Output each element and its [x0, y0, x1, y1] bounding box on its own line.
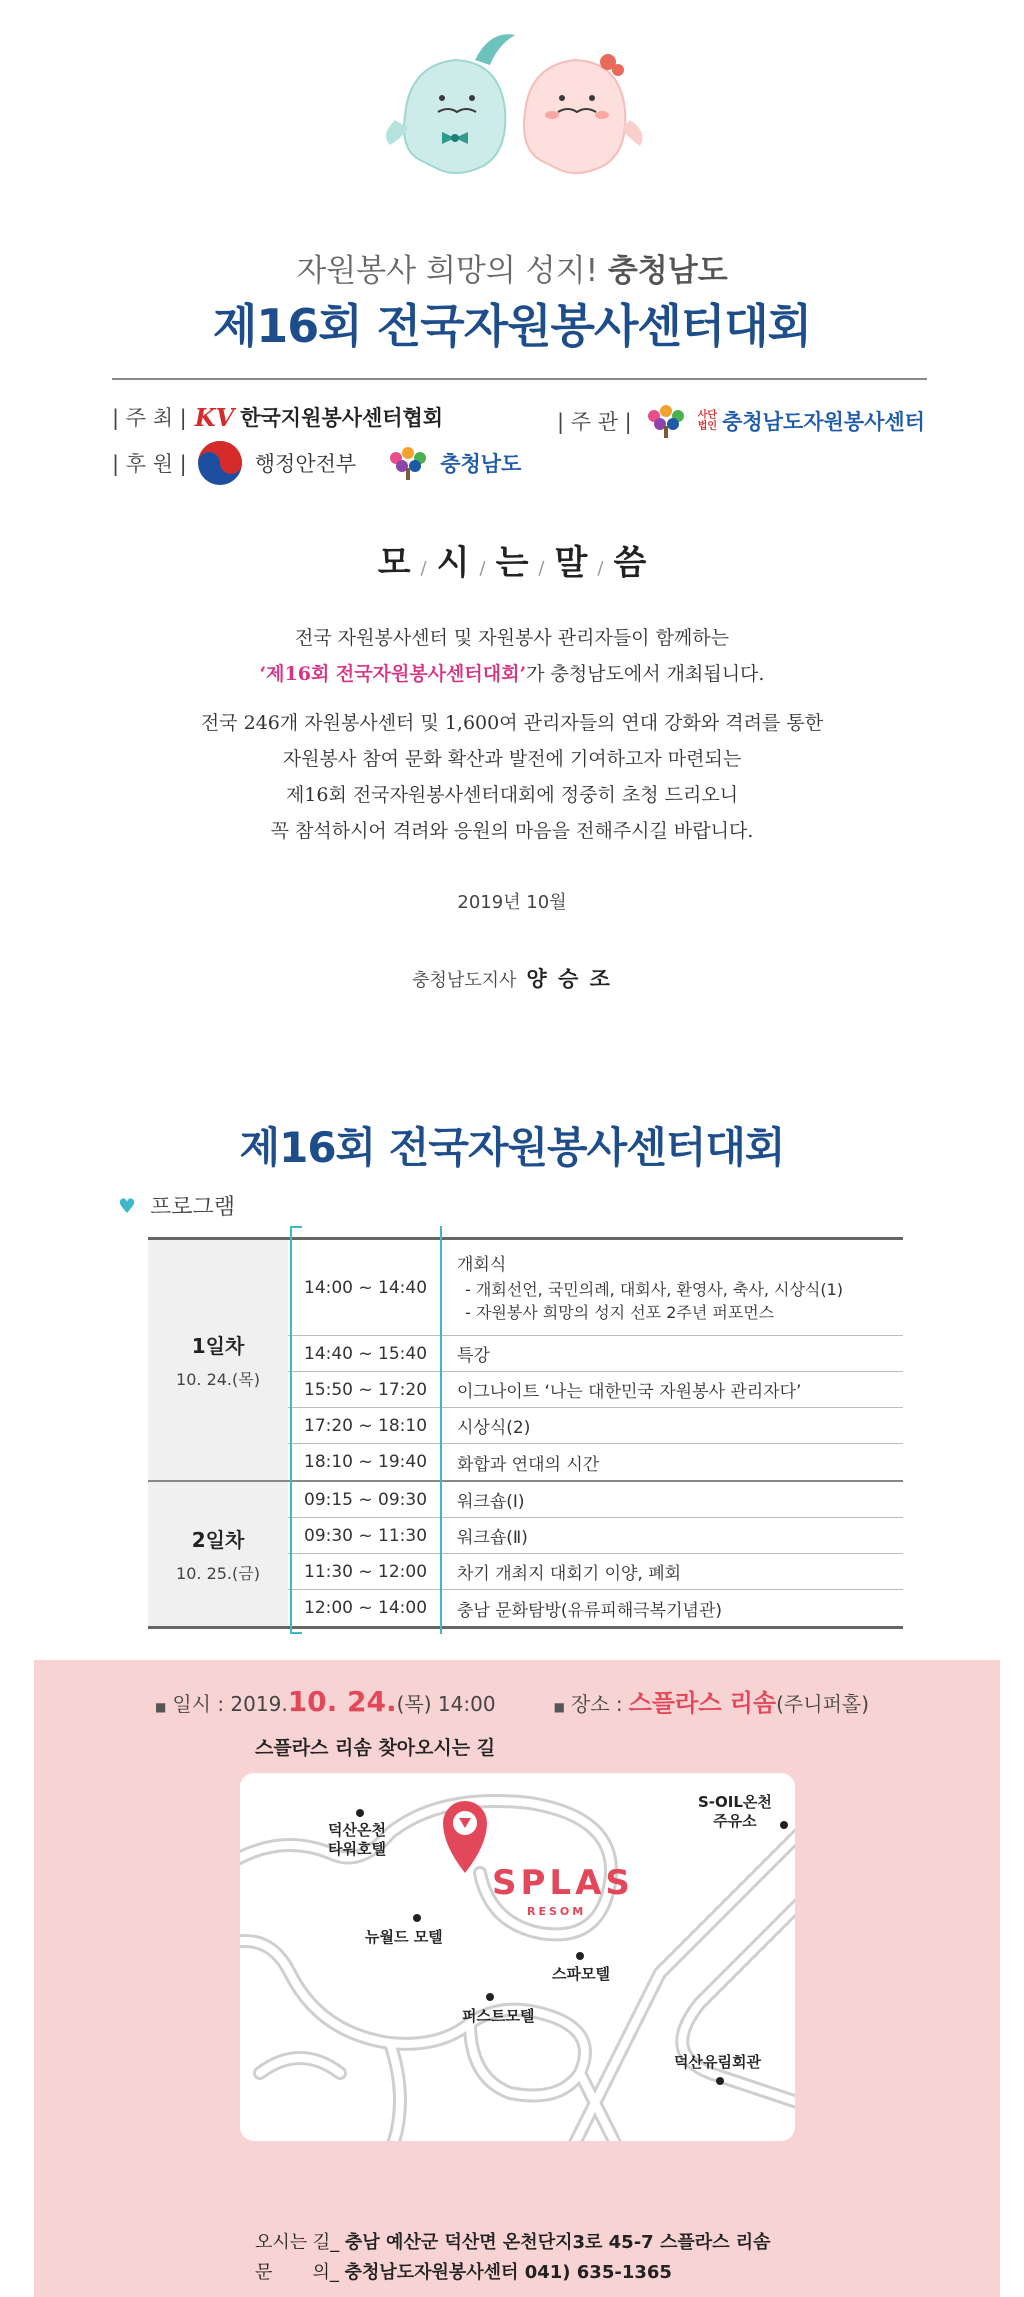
map-label-first: 퍼스트모텔	[462, 2007, 535, 2025]
sponsor-row	[112, 438, 521, 488]
organizer-label: | 주 관 |	[557, 410, 632, 434]
marker-dot	[413, 1914, 421, 1922]
host-label: | 주 최 |	[112, 406, 187, 430]
address-line: 오시는 길_ 충남 예산군 덕산면 온천단지3로 45-7 스플라스 리솜	[255, 2232, 771, 2253]
table-row: 09:15 ~ 09:30 워크숍(Ⅰ)	[288, 1482, 903, 1518]
heart-icon: ♥	[118, 1193, 136, 1218]
map-label-hall: 덕산유림회관	[674, 2053, 761, 2071]
time-column-bracket	[290, 1226, 442, 1634]
program-heading	[118, 1190, 235, 1221]
marker-dot	[486, 1993, 494, 2001]
marker-dot	[576, 1952, 584, 1960]
table-row: 11:30 ~ 12:00 차기 개최지 대회기 이양, 폐회	[288, 1554, 903, 1590]
signer-name: 양 승 조	[526, 967, 612, 991]
signer-title: 충청남도지사	[412, 970, 517, 991]
organizer-row	[557, 402, 925, 440]
table-row: 09:30 ~ 11:30 워크숍(Ⅱ)	[288, 1518, 903, 1554]
table-row: 17:20 ~ 18:10 시상식(2)	[288, 1408, 903, 1444]
contact-block	[255, 2228, 771, 2288]
teal-mascot-icon	[386, 34, 515, 173]
table-row: 14:40 ~ 15:40 특강	[288, 1336, 903, 1372]
date-big: 10. 24.	[287, 1685, 397, 1718]
table-row: 15:50 ~ 17:20 이그나이트 ‘나는 대한민국 자원봉사 관리자다’	[288, 1372, 903, 1408]
date-label: 일시 : 2019.	[172, 1692, 288, 1716]
body-line: 꼭 참석하시어 격려와 응원의 마음을 전해주시길 바랍니다.	[270, 820, 754, 842]
letter-date: 2019년 10월	[457, 892, 567, 913]
subtitle-light: 자원봉사 희망의 성지!	[296, 253, 598, 289]
taegeuk-logo-icon	[195, 438, 245, 488]
square-bullet-icon: ■	[553, 1700, 565, 1714]
kv-logo-icon: KV	[194, 402, 235, 432]
sponsor-label: | 후 원 |	[112, 452, 187, 476]
body-line: 전국 246개 자원봉사센터 및 1,600여 관리자들의 연대 강화와 격려를 통한	[200, 712, 824, 734]
sponsor-ministry: 행정안전부	[254, 452, 357, 476]
map-brand-logo: SPLAS	[492, 1863, 634, 1903]
table-row: 18:10 ~ 19:40 화합과 연대의 시간	[288, 1444, 903, 1480]
organizer-tag: 사단 법인	[697, 410, 718, 432]
letter-intro	[0, 620, 1024, 692]
intro-line-2: ‘제16회 전국자원봉사센터대회’가 충청남도에서 개최됩니다.	[259, 663, 765, 685]
subtitle-bold: 충청남도	[607, 253, 728, 289]
table-row: 12:00 ~ 14:00 충남 문화탐방(유류피해극복기념관)	[288, 1590, 903, 1626]
day1-block	[148, 1240, 903, 1482]
host-name: 한국지원봉사센터협회	[240, 406, 444, 430]
pink-mascot-icon	[524, 54, 642, 173]
body-line: 제16회 전국자원봉사센터대회에 정중히 초청 드리오니	[285, 784, 739, 806]
event-title: 제16회 전국자원봉사센터대회	[212, 299, 812, 353]
contact-line: 문 의_ 충청남도자원봉사센터 041) 635-1365	[255, 2262, 672, 2283]
place-label: 장소 :	[570, 1692, 623, 1716]
marker-dot	[780, 1821, 788, 1829]
place-name: 스플라스 리솜	[628, 1689, 777, 1717]
location-map[interactable]	[240, 1773, 795, 2141]
event-subtitle	[0, 245, 1024, 290]
map-label-soil: S-OIL온천 주유소	[698, 1793, 772, 1830]
header-divider	[112, 378, 927, 380]
square-bullet-icon: ■	[154, 1700, 167, 1714]
program-table	[148, 1237, 903, 1629]
letter-body	[0, 705, 1024, 849]
organizer-name: 충청남도자원봉사센터	[722, 410, 925, 434]
marker-dot	[356, 1809, 364, 1817]
letter-heading: 모 / 시 / 는 / 말 / 씀	[377, 543, 647, 583]
intro-line-1: 전국 자원봉사센터 및 자원봉사 관리자들이 함께하는	[295, 627, 729, 649]
letter-signature	[0, 963, 1024, 993]
map-title: 스플라스 리솜 찾아오시는 길	[255, 1737, 496, 1759]
location-pin-icon	[443, 1801, 487, 1873]
tree-logo-icon	[382, 444, 434, 482]
day2-cell: 2일차 10. 25.(금)	[148, 1482, 288, 1626]
map-brand-sub: RESOM	[527, 1905, 587, 1918]
tree-logo-icon	[640, 402, 692, 440]
map-label-spa: 스파모텔	[552, 1965, 610, 1983]
program-title: 제16회 전국자원봉사센터대회	[239, 1123, 785, 1172]
table-row: 14:00 ~ 14:40 개회식 - 개회선언, 국민의례, 대회사, 환영사, 축사, 시상식(1) - 자원봉사 희망의 성지 선포 2주년 퍼포먼스	[288, 1240, 903, 1336]
event-info-line	[0, 1683, 1024, 1718]
date-rest: (목) 14:00	[396, 1692, 496, 1716]
map-label-tower-hotel: 덕산온천 타워호텔	[328, 1821, 386, 1858]
body-line: 자원봉사 참여 문화 확산과 발전에 기여하고자 마련되는	[282, 748, 742, 770]
program-heading-text: 프로그램	[149, 1195, 235, 1220]
day1-cell: 1일차 10. 24.(목)	[148, 1240, 288, 1480]
host-row	[112, 402, 443, 432]
place-rest: (주니퍼홀)	[776, 1692, 870, 1716]
map-label-newworld: 뉴월드 모텔	[365, 1928, 443, 1946]
mascot-illustration	[380, 20, 650, 180]
day2-block	[148, 1482, 903, 1626]
sponsor-province: 충청남도	[440, 452, 522, 476]
marker-dot	[716, 2077, 724, 2085]
